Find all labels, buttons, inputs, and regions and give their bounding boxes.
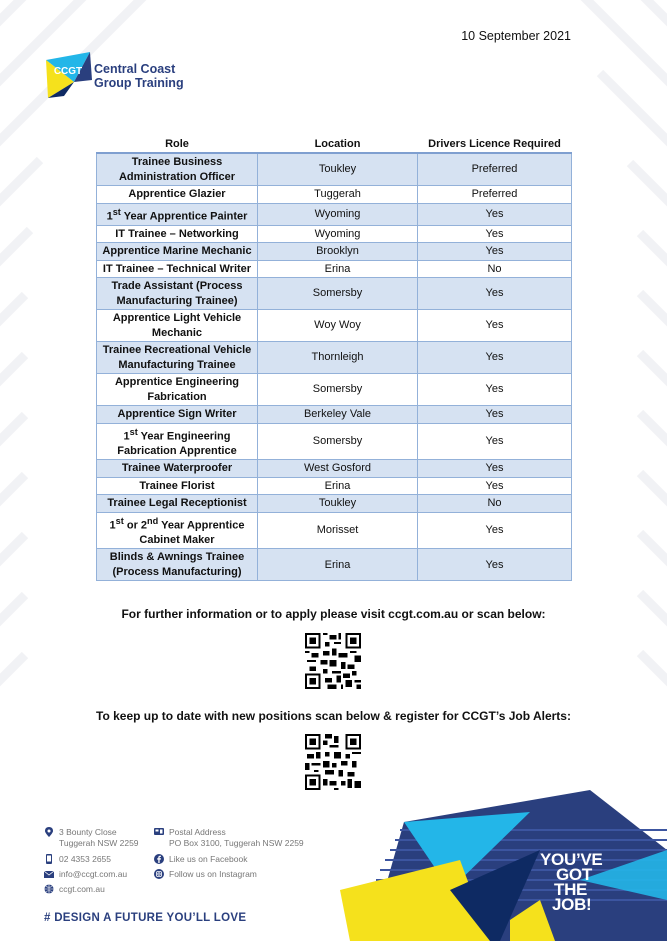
apply-qr-code[interactable]	[305, 633, 361, 689]
job-alerts-qr-code[interactable]	[305, 734, 361, 790]
location-cell: Woy Woy	[258, 310, 418, 342]
table-row	[97, 423, 572, 460]
role-cell: Trainee Recreational Vehicle Manufacturing Trainee	[97, 342, 258, 374]
table-row	[97, 477, 572, 495]
table-row	[97, 549, 572, 581]
table-row	[97, 260, 572, 278]
location-cell: Morisset	[258, 512, 418, 549]
role-cell: IT Trainee – Technical Writer	[97, 260, 258, 278]
email-address: info@ccgt.com.au	[59, 869, 128, 879]
logo-line-2: Group Training	[94, 76, 184, 90]
table-row	[97, 512, 572, 549]
logo-line-1: Central Coast	[94, 62, 176, 76]
apply-instructions: For further information or to apply please visit ccgt.com.au or scan below:	[121, 607, 546, 621]
document-date: 10 September 2021	[461, 29, 571, 43]
role-cell: Apprentice Engineering Fabrication	[97, 374, 258, 406]
table-header-row	[97, 136, 572, 153]
location-cell: Somersby	[258, 374, 418, 406]
role-cell: Apprentice Glazier	[97, 186, 258, 204]
table-row	[97, 342, 572, 374]
role-cell: Apprentice Light Vehicle Mechanic	[97, 310, 258, 342]
licence-cell: Yes	[418, 225, 572, 243]
role-cell: 1st Year Apprentice Painter	[97, 203, 258, 225]
ccgt-logo-text	[94, 62, 184, 90]
role-cell: 1st Year Engineering Fabrication Apprentice	[97, 423, 258, 460]
role-cell: Trainee Florist	[97, 477, 258, 495]
instagram-icon	[154, 869, 164, 879]
licence-cell: Yes	[418, 243, 572, 261]
globe-icon	[44, 884, 54, 894]
ccgt-badge-text: CCGT	[53, 66, 83, 77]
instagram-link: Follow us on Instagram	[169, 869, 257, 879]
licence-cell: No	[418, 260, 572, 278]
role-cell: Apprentice Sign Writer	[97, 406, 258, 424]
email-icon	[44, 869, 54, 879]
table-row	[97, 495, 572, 513]
youve-got-the-job-slogan	[540, 852, 602, 912]
role-cell: Trainee Waterproofer	[97, 460, 258, 478]
licence-cell: No	[418, 495, 572, 513]
location-pin-icon	[44, 827, 54, 837]
positions-table	[96, 136, 572, 581]
slogan-line-4: JOB!	[552, 895, 592, 914]
ccgt-logo	[44, 52, 204, 100]
postal-icon	[154, 827, 164, 837]
licence-cell: Yes	[418, 477, 572, 495]
role-cell: 1st or 2nd Year Apprentice Cabinet Maker	[97, 512, 258, 549]
postal-line-2: PO Box 3100, Tuggerah NSW 2259	[169, 838, 304, 848]
location-cell: Wyoming	[258, 225, 418, 243]
facebook-icon	[154, 854, 164, 864]
licence-cell: Yes	[418, 423, 572, 460]
header-role: Role	[97, 136, 258, 153]
location-cell: Somersby	[258, 278, 418, 310]
slogan-line-1: YOU’VE	[540, 850, 603, 869]
role-cell: Trainee Business Administration Officer	[97, 153, 258, 186]
decorative-triangles	[340, 790, 667, 941]
role-cell: Apprentice Marine Mechanic	[97, 243, 258, 261]
licence-cell: Yes	[418, 406, 572, 424]
licence-cell: Yes	[418, 278, 572, 310]
location-cell: Tuggerah	[258, 186, 418, 204]
licence-cell: Yes	[418, 460, 572, 478]
phone-number: 02 4353 2655	[59, 854, 111, 864]
location-cell: Erina	[258, 260, 418, 278]
licence-cell: Yes	[418, 203, 572, 225]
table-row	[97, 310, 572, 342]
location-cell: Brooklyn	[258, 243, 418, 261]
role-cell: Trainee Legal Receptionist	[97, 495, 258, 513]
table-row	[97, 203, 572, 225]
job-alerts-instructions: To keep up to date with new positions scan below & register for CCGT’s Job Alerts:	[96, 709, 571, 723]
header-licence: Drivers Licence Required	[418, 136, 572, 153]
table-row	[97, 374, 572, 406]
licence-cell: Preferred	[418, 186, 572, 204]
postal-line-1: Postal Address	[169, 827, 226, 837]
slogan-line-2: GOT	[556, 865, 592, 884]
table-row	[97, 186, 572, 204]
location-cell: Toukley	[258, 495, 418, 513]
location-cell: Erina	[258, 549, 418, 581]
licence-cell: Preferred	[418, 153, 572, 186]
licence-cell: Yes	[418, 310, 572, 342]
table-row	[97, 243, 572, 261]
table-row	[97, 225, 572, 243]
location-cell: Somersby	[258, 423, 418, 460]
licence-cell: Yes	[418, 374, 572, 406]
header-location: Location	[258, 136, 418, 153]
ccgt-logo-mark	[44, 52, 94, 100]
licence-cell: Yes	[418, 512, 572, 549]
role-cell: IT Trainee – Networking	[97, 225, 258, 243]
location-cell: Toukley	[258, 153, 418, 186]
website: ccgt.com.au	[59, 884, 105, 894]
address-line-1: 3 Bounty Close	[59, 827, 117, 837]
table-row	[97, 406, 572, 424]
location-cell: Thornleigh	[258, 342, 418, 374]
licence-cell: Yes	[418, 342, 572, 374]
location-cell: Wyoming	[258, 203, 418, 225]
facebook-link: Like us on Facebook	[169, 854, 248, 864]
tagline: # DESIGN A FUTURE YOU’LL LOVE	[44, 912, 247, 924]
licence-cell: Yes	[418, 549, 572, 581]
location-cell: Berkeley Vale	[258, 406, 418, 424]
table-row	[97, 278, 572, 310]
role-cell: Blinds & Awnings Trainee (Process Manufacturing)	[97, 549, 258, 581]
role-cell: Trade Assistant (Process Manufacturing Trainee)	[97, 278, 258, 310]
table-row	[97, 153, 572, 186]
address-line-2: Tuggerah NSW 2259	[59, 838, 139, 848]
phone-icon	[44, 854, 54, 864]
table-row	[97, 460, 572, 478]
slogan-line-3: THE	[554, 880, 588, 899]
location-cell: Erina	[258, 477, 418, 495]
location-cell: West Gosford	[258, 460, 418, 478]
